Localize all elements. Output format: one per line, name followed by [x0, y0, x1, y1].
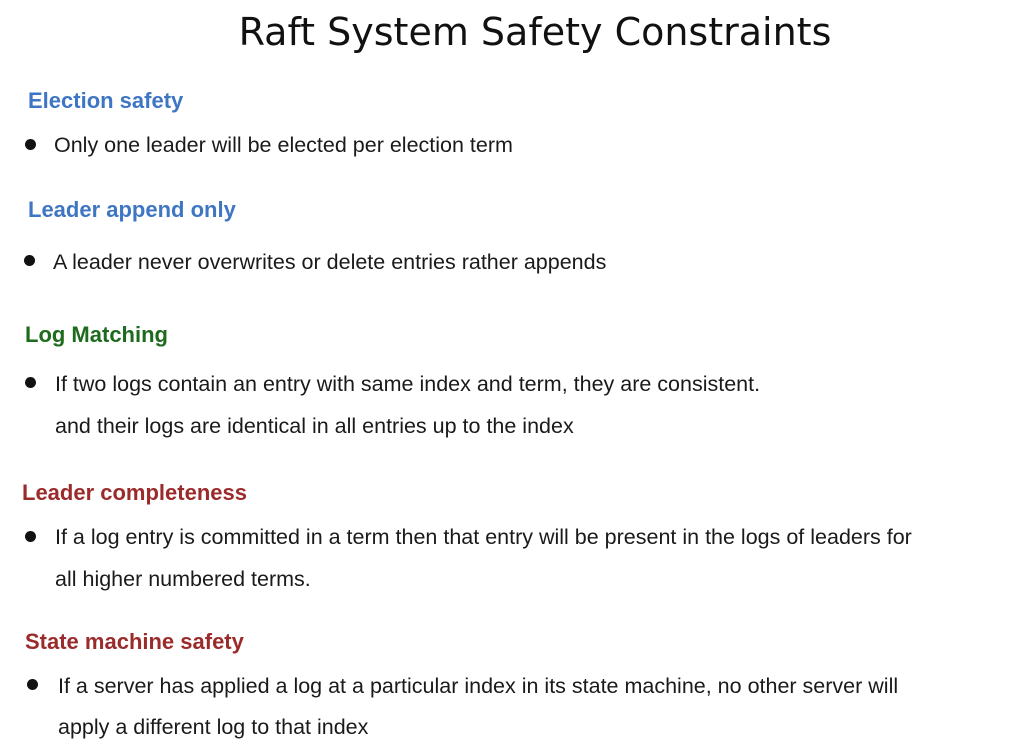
bullet-icon [25, 139, 36, 150]
heading-election-safety: Election safety [28, 88, 184, 113]
log-matching-text-line-1: If two logs contain an entry with same index and term, they are consistent. [55, 372, 761, 396]
state-machine-safety-text-line-2: apply a different log to that index [58, 715, 369, 739]
log-matching-text-line-2: and their logs are identical in all entries up to the index [55, 414, 574, 438]
bullet-icon [24, 255, 35, 266]
heading-log-matching: Log Matching [25, 322, 168, 347]
leader-append-only-text: A leader never overwrites or delete entries rather appends [53, 250, 607, 274]
heading-leader-append-only: Leader append only [28, 197, 236, 222]
page-title: Raft System Safety Constraints [238, 10, 832, 54]
leader-completeness-text-line-1: If a log entry is committed in a term then that entry will be present in the logs of leaders for [55, 525, 912, 549]
state-machine-safety-text-line-1: If a server has applied a log at a particular index in its state machine, no other server will [58, 674, 899, 698]
heading-state-machine-safety: State machine safety [25, 629, 244, 654]
leader-completeness-text-line-2: all higher numbered terms. [55, 567, 311, 591]
bullet-icon [25, 377, 36, 388]
election-safety-text: Only one leader will be elected per election term [54, 133, 513, 157]
heading-leader-completeness: Leader completeness [22, 480, 247, 505]
bullet-icon [25, 531, 36, 542]
bullet-icon [27, 679, 38, 690]
